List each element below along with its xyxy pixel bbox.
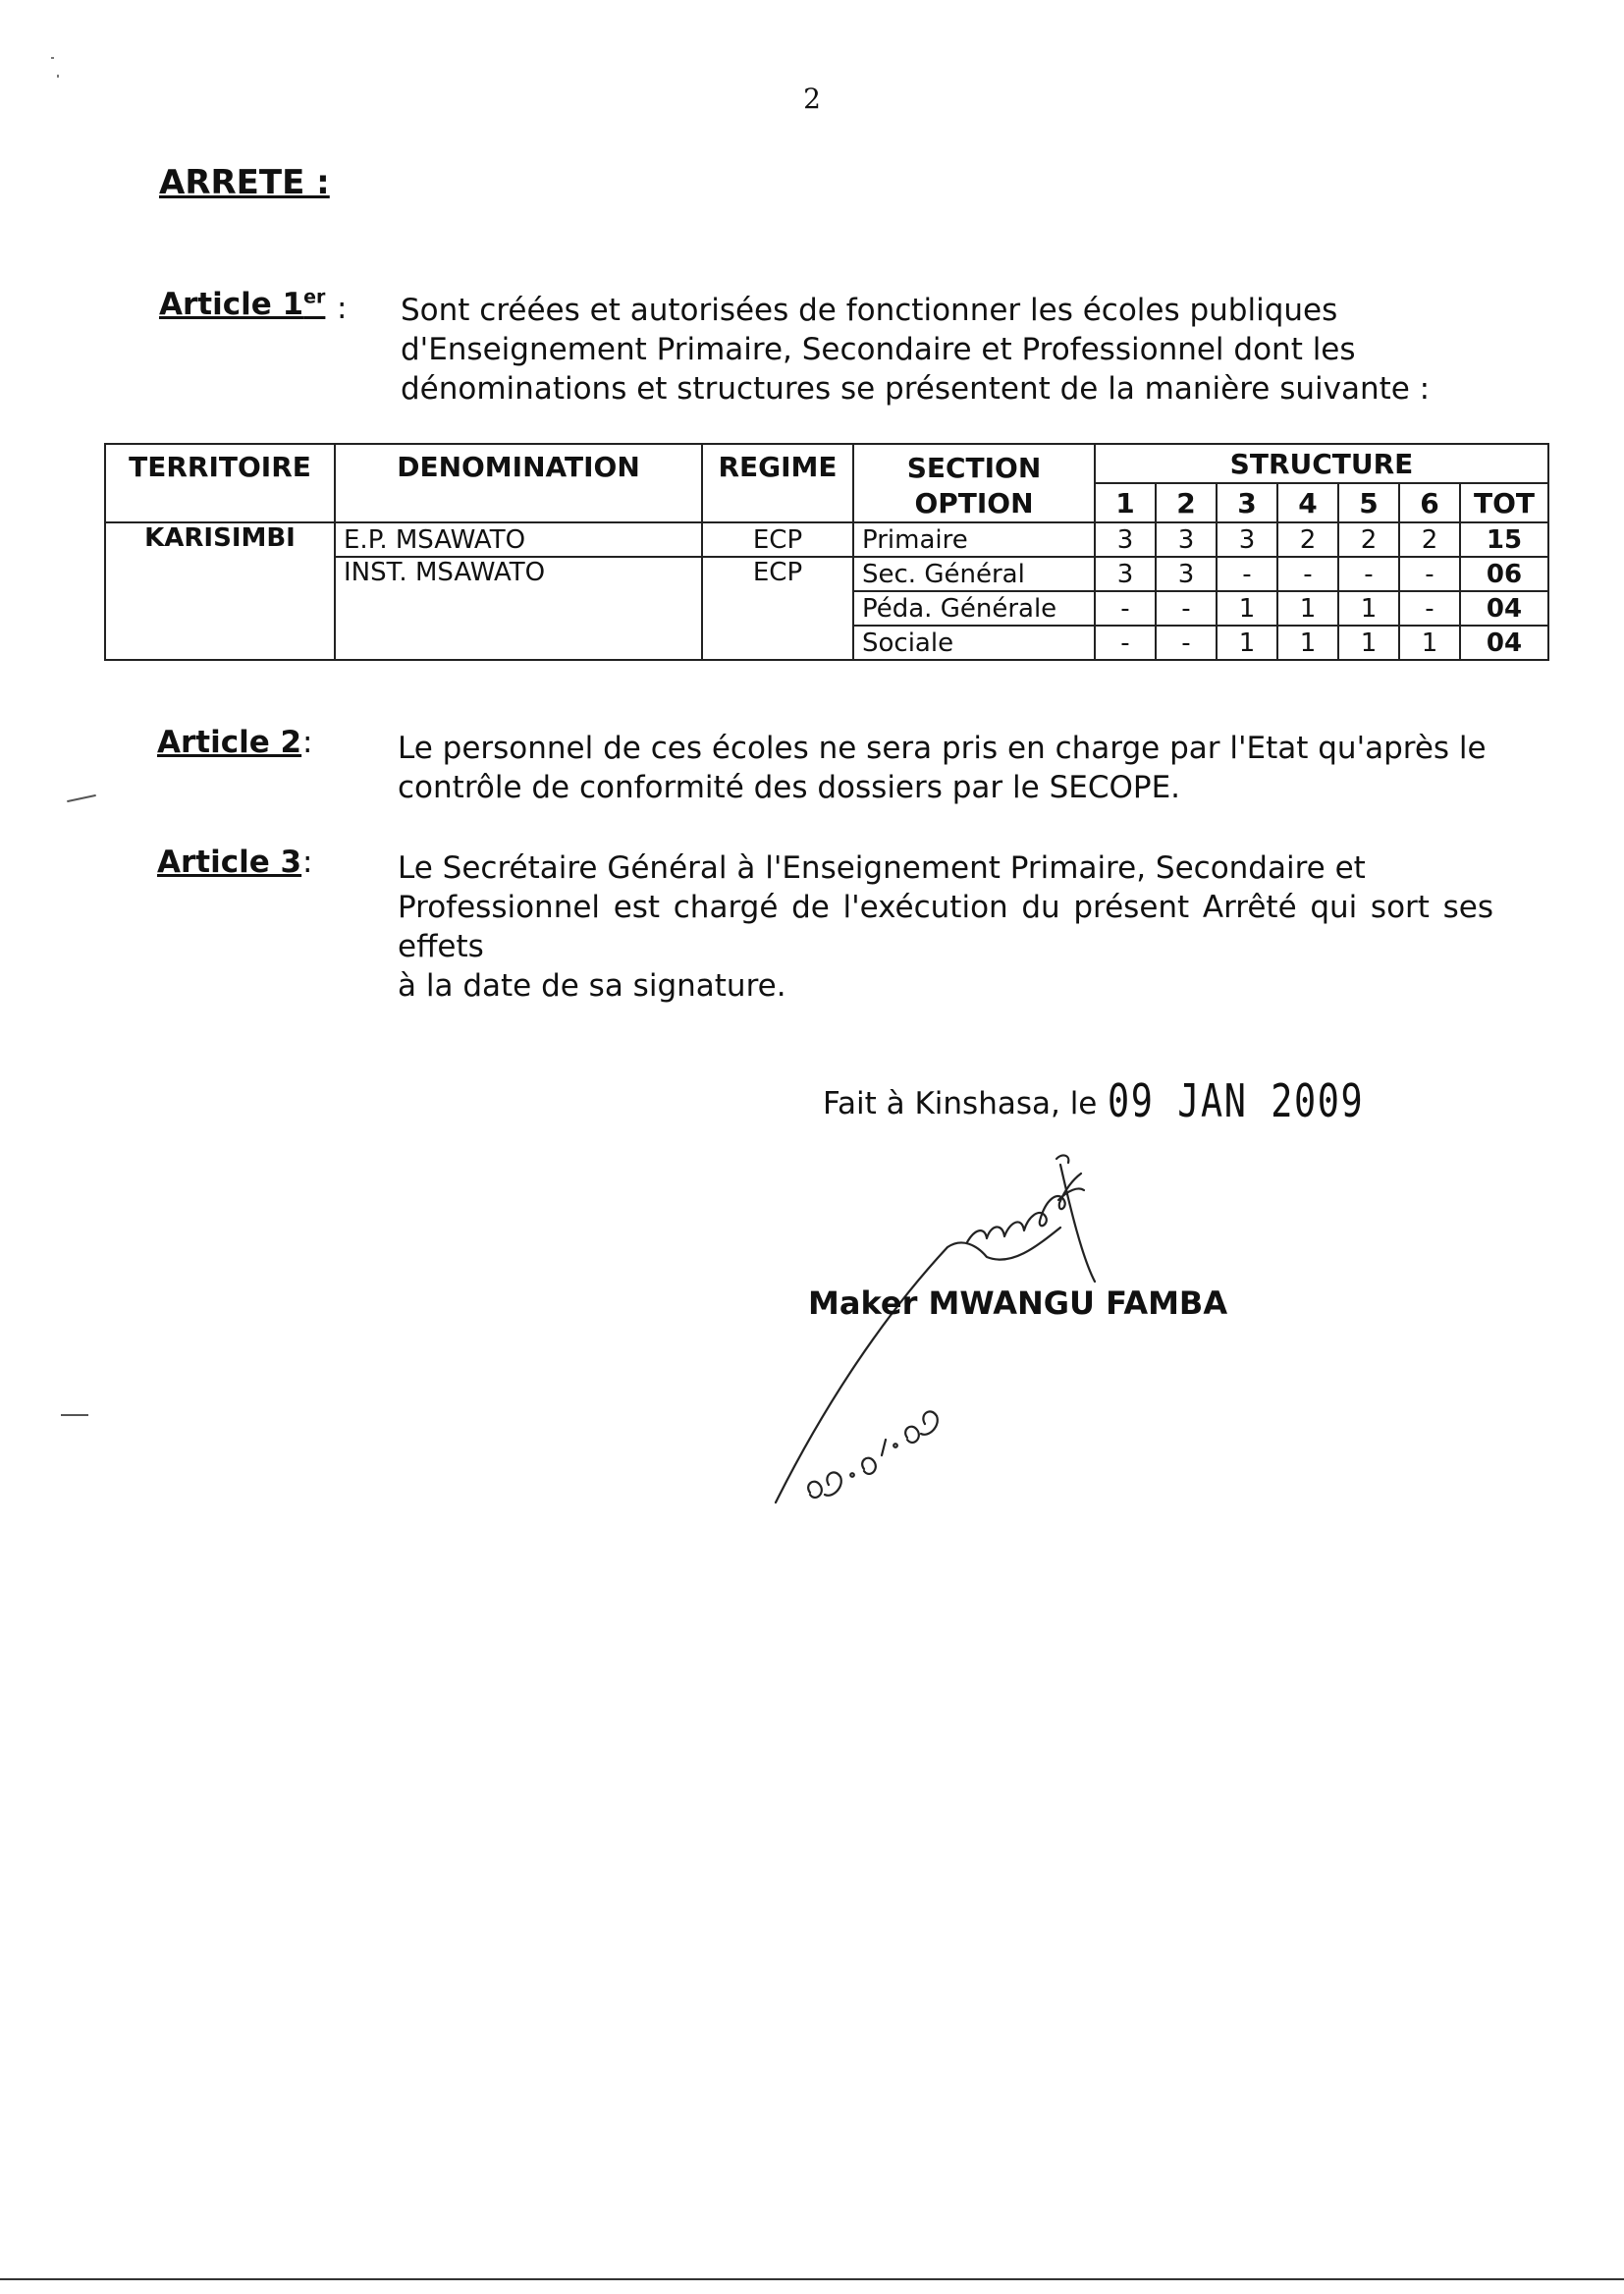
cell-value: 3	[1156, 522, 1217, 557]
header-option: OPTION	[914, 487, 1034, 519]
article-2-text	[398, 729, 1493, 807]
cell-value: 3	[1095, 522, 1156, 557]
article-1-label: Article 1er	[159, 287, 326, 323]
cell-total: 04	[1460, 626, 1548, 660]
cell-total: 15	[1460, 522, 1548, 557]
cell-value: -	[1217, 557, 1277, 591]
article-1-label-group	[159, 287, 325, 322]
article-3-line: Le Secrétaire Général à l'Enseignement Primaire, Secondaire et	[398, 850, 1366, 886]
article-1-line: dénominations et structures se présentent de la manière suivante :	[401, 371, 1431, 407]
article-1-line: Sont créées et autorisées de fonctionner les écoles publiques	[401, 293, 1338, 328]
schools-structure-table	[104, 443, 1549, 661]
header-denomination: DENOMINATION	[335, 444, 702, 522]
cell-value: -	[1156, 626, 1217, 660]
table-header-row	[105, 444, 1548, 483]
article-1-colon: :	[337, 291, 348, 326]
bottom-rule	[0, 2278, 1624, 2280]
header-structure: STRUCTURE	[1095, 444, 1548, 483]
header-col-5: 5	[1338, 483, 1399, 522]
cell-section: Sociale	[853, 626, 1095, 660]
cell-section: Péda. Générale	[853, 591, 1095, 626]
cell-total: 04	[1460, 591, 1548, 626]
cell-value: 3	[1095, 557, 1156, 591]
cell-denomination	[335, 591, 702, 626]
cell-value: 1	[1277, 591, 1338, 626]
cell-section: Sec. Général	[853, 557, 1095, 591]
place-date-label: Fait à Kinshasa, le	[823, 1086, 1098, 1121]
cell-regime: ECP	[702, 557, 853, 591]
cell-value: 3	[1217, 522, 1277, 557]
article-2-line: Le personnel de ces écoles ne sera pris en charge par l'Etat qu'après le	[398, 731, 1487, 766]
cell-value: 1	[1338, 626, 1399, 660]
table-row	[105, 522, 1548, 557]
cell-value: 1	[1399, 626, 1460, 660]
article-2-line: contrôle de conformité des dossiers par le SECOPE.	[398, 770, 1181, 805]
header-col-3: 3	[1217, 483, 1277, 522]
cell-value: 1	[1217, 626, 1277, 660]
cell-value: -	[1156, 591, 1217, 626]
scan-mark	[61, 1414, 88, 1416]
article-3-text	[398, 848, 1493, 1006]
cell-value: 2	[1338, 522, 1399, 557]
cell-value: -	[1338, 557, 1399, 591]
article-1-text	[401, 291, 1496, 409]
article-2-label: Article 2	[157, 725, 302, 760]
page-number: 2	[803, 82, 821, 115]
scan-speck	[57, 75, 59, 78]
article-3-label: Article 3	[157, 845, 302, 880]
cell-value: 1	[1338, 591, 1399, 626]
header-section: SECTION	[906, 452, 1042, 484]
cell-denomination: INST. MSAWATO	[335, 557, 702, 591]
cell-section: Primaire	[853, 522, 1095, 557]
header-col-2: 2	[1156, 483, 1217, 522]
cell-value: 1	[1217, 591, 1277, 626]
cell-value: -	[1095, 591, 1156, 626]
article-1-sup: er	[303, 287, 326, 308]
page-title: ARRETE :	[159, 163, 330, 202]
cell-value: -	[1399, 591, 1460, 626]
cell-regime	[702, 591, 853, 626]
scan-mark	[67, 794, 96, 802]
article-3-line: Professionnel est chargé de l'exécution du présent Arrêté qui sort ses effets	[398, 890, 1493, 964]
article-1-line: d'Enseignement Primaire, Secondaire et Professionnel dont les	[401, 332, 1356, 367]
cell-territoire: KARISIMBI	[105, 522, 335, 660]
article-3-colon: :	[302, 845, 313, 880]
signer-name: Maker MWANGU FAMBA	[808, 1284, 1228, 1322]
scan-speck	[51, 57, 54, 59]
cell-denomination	[335, 626, 702, 660]
cell-value: 2	[1277, 522, 1338, 557]
header-col-6: 6	[1399, 483, 1460, 522]
header-regime: REGIME	[702, 444, 853, 522]
article-2-colon: :	[302, 725, 313, 760]
cell-value: 3	[1156, 557, 1217, 591]
header-col-1: 1	[1095, 483, 1156, 522]
cell-value: 1	[1277, 626, 1338, 660]
cell-regime: ECP	[702, 522, 853, 557]
cell-total: 06	[1460, 557, 1548, 591]
header-section-option	[853, 444, 1095, 522]
cell-value: -	[1399, 557, 1460, 591]
header-col-tot: TOT	[1460, 483, 1548, 522]
cell-regime	[702, 626, 853, 660]
header-territoire: TERRITOIRE	[105, 444, 335, 522]
article-3-line: à la date de sa signature.	[398, 968, 786, 1004]
date-stamp: 09 JAN 2009	[1108, 1074, 1365, 1127]
cell-denomination: E.P. MSAWATO	[335, 522, 702, 557]
cell-value: -	[1277, 557, 1338, 591]
cell-value: 2	[1399, 522, 1460, 557]
cell-value: -	[1095, 626, 1156, 660]
header-col-4: 4	[1277, 483, 1338, 522]
